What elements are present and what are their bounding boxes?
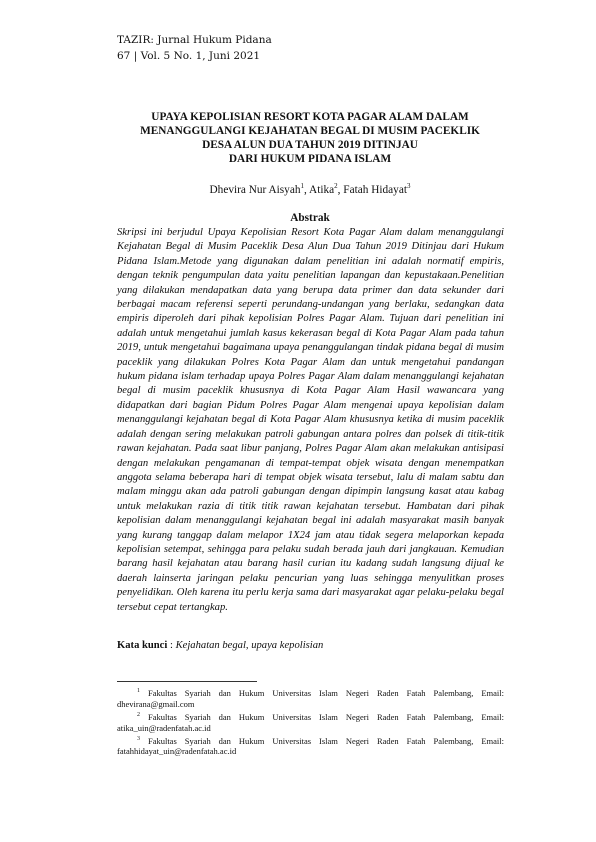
paper-title [110,110,510,166]
footnote-mark: 2 [137,711,140,718]
title-line: DARI HUKUM PIDANA ISLAM [228,153,392,165]
footnote [117,734,504,758]
abstract-text: Skripsi ini berjudul Upaya Kepolisian Resort Kota Pagar Alam dalam menanggulangi Kejahatan Begal di Musim Paceklik Desa Alun Dua Tahun 2019 Ditinjau dari Hukum Pidana Islam.Metode yang digunakan dalam penelitian ini adalah normatif empiris, dengan teknik pengumpulan data yaitu penelitian lapangan dan kepustakaan.Penelitian yang dilakukan mendapatkan data yang berupa data primer dan data sekunder dari berbagai macam referensi seperti perundang-undangan yang berlaku, sedangkan data empiris diperoleh dari pihak kepolisian Polres Pagar Alam. Tujuan dari penelitian ini adalah untuk mengetahui jumlah kasus kekerasan begal di Kota Pagar Alam pada tahun 2019, untuk mengetahui bagaimana upaya penanggulangan tindak pidana begal di musim paceklik yang dilakukan Polres Kota Pagar Alam dan untuk mengetahui pandangan hukum pidana islam terhadap upaya Polres Pagar Alam dalam menanggulangi kejahatan begal di musim paceklik khususnya di Kota Pagar Alam Hasil wawancara yang didapatkan dari bagian Pidum Polres Pagar Alam mengenai upaya kepolisian dalam menanggulangi kejahatan begal di Kota Pagar Alam khususnya ketika di musim paceklik adalah dengan sering melakukan patroli gabungan antara polres dan polsek di titik-titik rawan kejahatan. Pada saat libur panjang, Polres Pagar Alam akan melakukan antisipasi dengan melakukan pengamanan di tempat-tempat objek wisata dengan menempatkan anggota selama beberapa hari di tempat objek wisata tersebut, lalu di malam sabtu dan malam minggu akan ada patroli gabungan dengan dipimpin langsung kasat atau kabag untuk melakukan razia di titik titik rawan kejahatan tersebut. Hambatan dari pihak kepolisian dalam menanggulangi kejahatan begal ini adalah masyarakat masih banyak yang kurang tanggap dalam melapor 1X24 jam atau tidak segera melaporkan kepada kepolisian setempat, sehingga para pelaku sudah berada jauh dari jangkauan. Kemudian barang hasil kejahatan atau barang hasil curian itu kadang sudah langsung dijual ke daerah lainserta jaringan pelaku pencurian yang luas sehingga menyulitkan proses penyelidikan. Oleh karena itu perlu kerja sama dari masyarakat agar pelaku-pelaku begal tersebut cepat tertangkap. [117,227,504,613]
issue-info: 67 | Vol. 5 No. 1, Juni 2021 [117,50,261,62]
keywords-value: Kejahatan begal, upaya kepolisian [175,640,324,651]
footnote-divider [117,681,257,682]
keywords-separator: : [167,640,176,651]
footnote-text: Fakultas Syariah dan Hukum Universitas Islam Negeri Raden Fatah Palembang, Email: atika_uin@radenfatah.ac.id [117,711,504,733]
title-line: DESA ALUN DUA TAHUN 2019 DITINJAU [202,139,418,151]
footnote [117,710,504,734]
author-mark: 3 [406,182,411,190]
author-list: Dhevira Nur Aisyah$^1$, Atika$^2$, Fatah Hidayat$^3$ [209,182,411,196]
journal-name: TAZIR: Jurnal Hukum Pidana [117,34,272,46]
title-line: UPAYA KEPOLISIAN RESORT KOTA PAGAR ALAM DALAM [151,111,469,123]
author-mark: 2 [334,182,338,190]
footnote-text: Fakultas Syariah dan Hukum Universitas Islam Negeri Raden Fatah Palembang, Email: dhevirana@gmail.com [117,687,504,709]
keywords-label: Kata kunci [117,640,168,651]
running-header [117,32,272,64]
footnote-mark: 1 [137,688,140,694]
footnote-text: Fakultas Syariah dan Hukum Universitas Islam Negeri Raden Fatah Palembang, Email: fatahhidayat_uin@radenfatah.ac.id [117,735,504,757]
author-mark: 1 [300,182,304,190]
author-name: Atika [309,183,335,196]
footnote-mark: 3 [137,735,140,742]
footnote [117,686,504,710]
title-line: MENANGGULANGI KEJAHATAN BEGAL DI MUSIM PACEKLIK [140,125,480,137]
footnotes [117,686,504,757]
abstract-heading: Abstrak [290,212,330,224]
author-name: Fatah Hidayat [343,183,407,196]
keywords [117,640,504,651]
author-name: Dhevira Nur Aisyah [209,183,301,196]
